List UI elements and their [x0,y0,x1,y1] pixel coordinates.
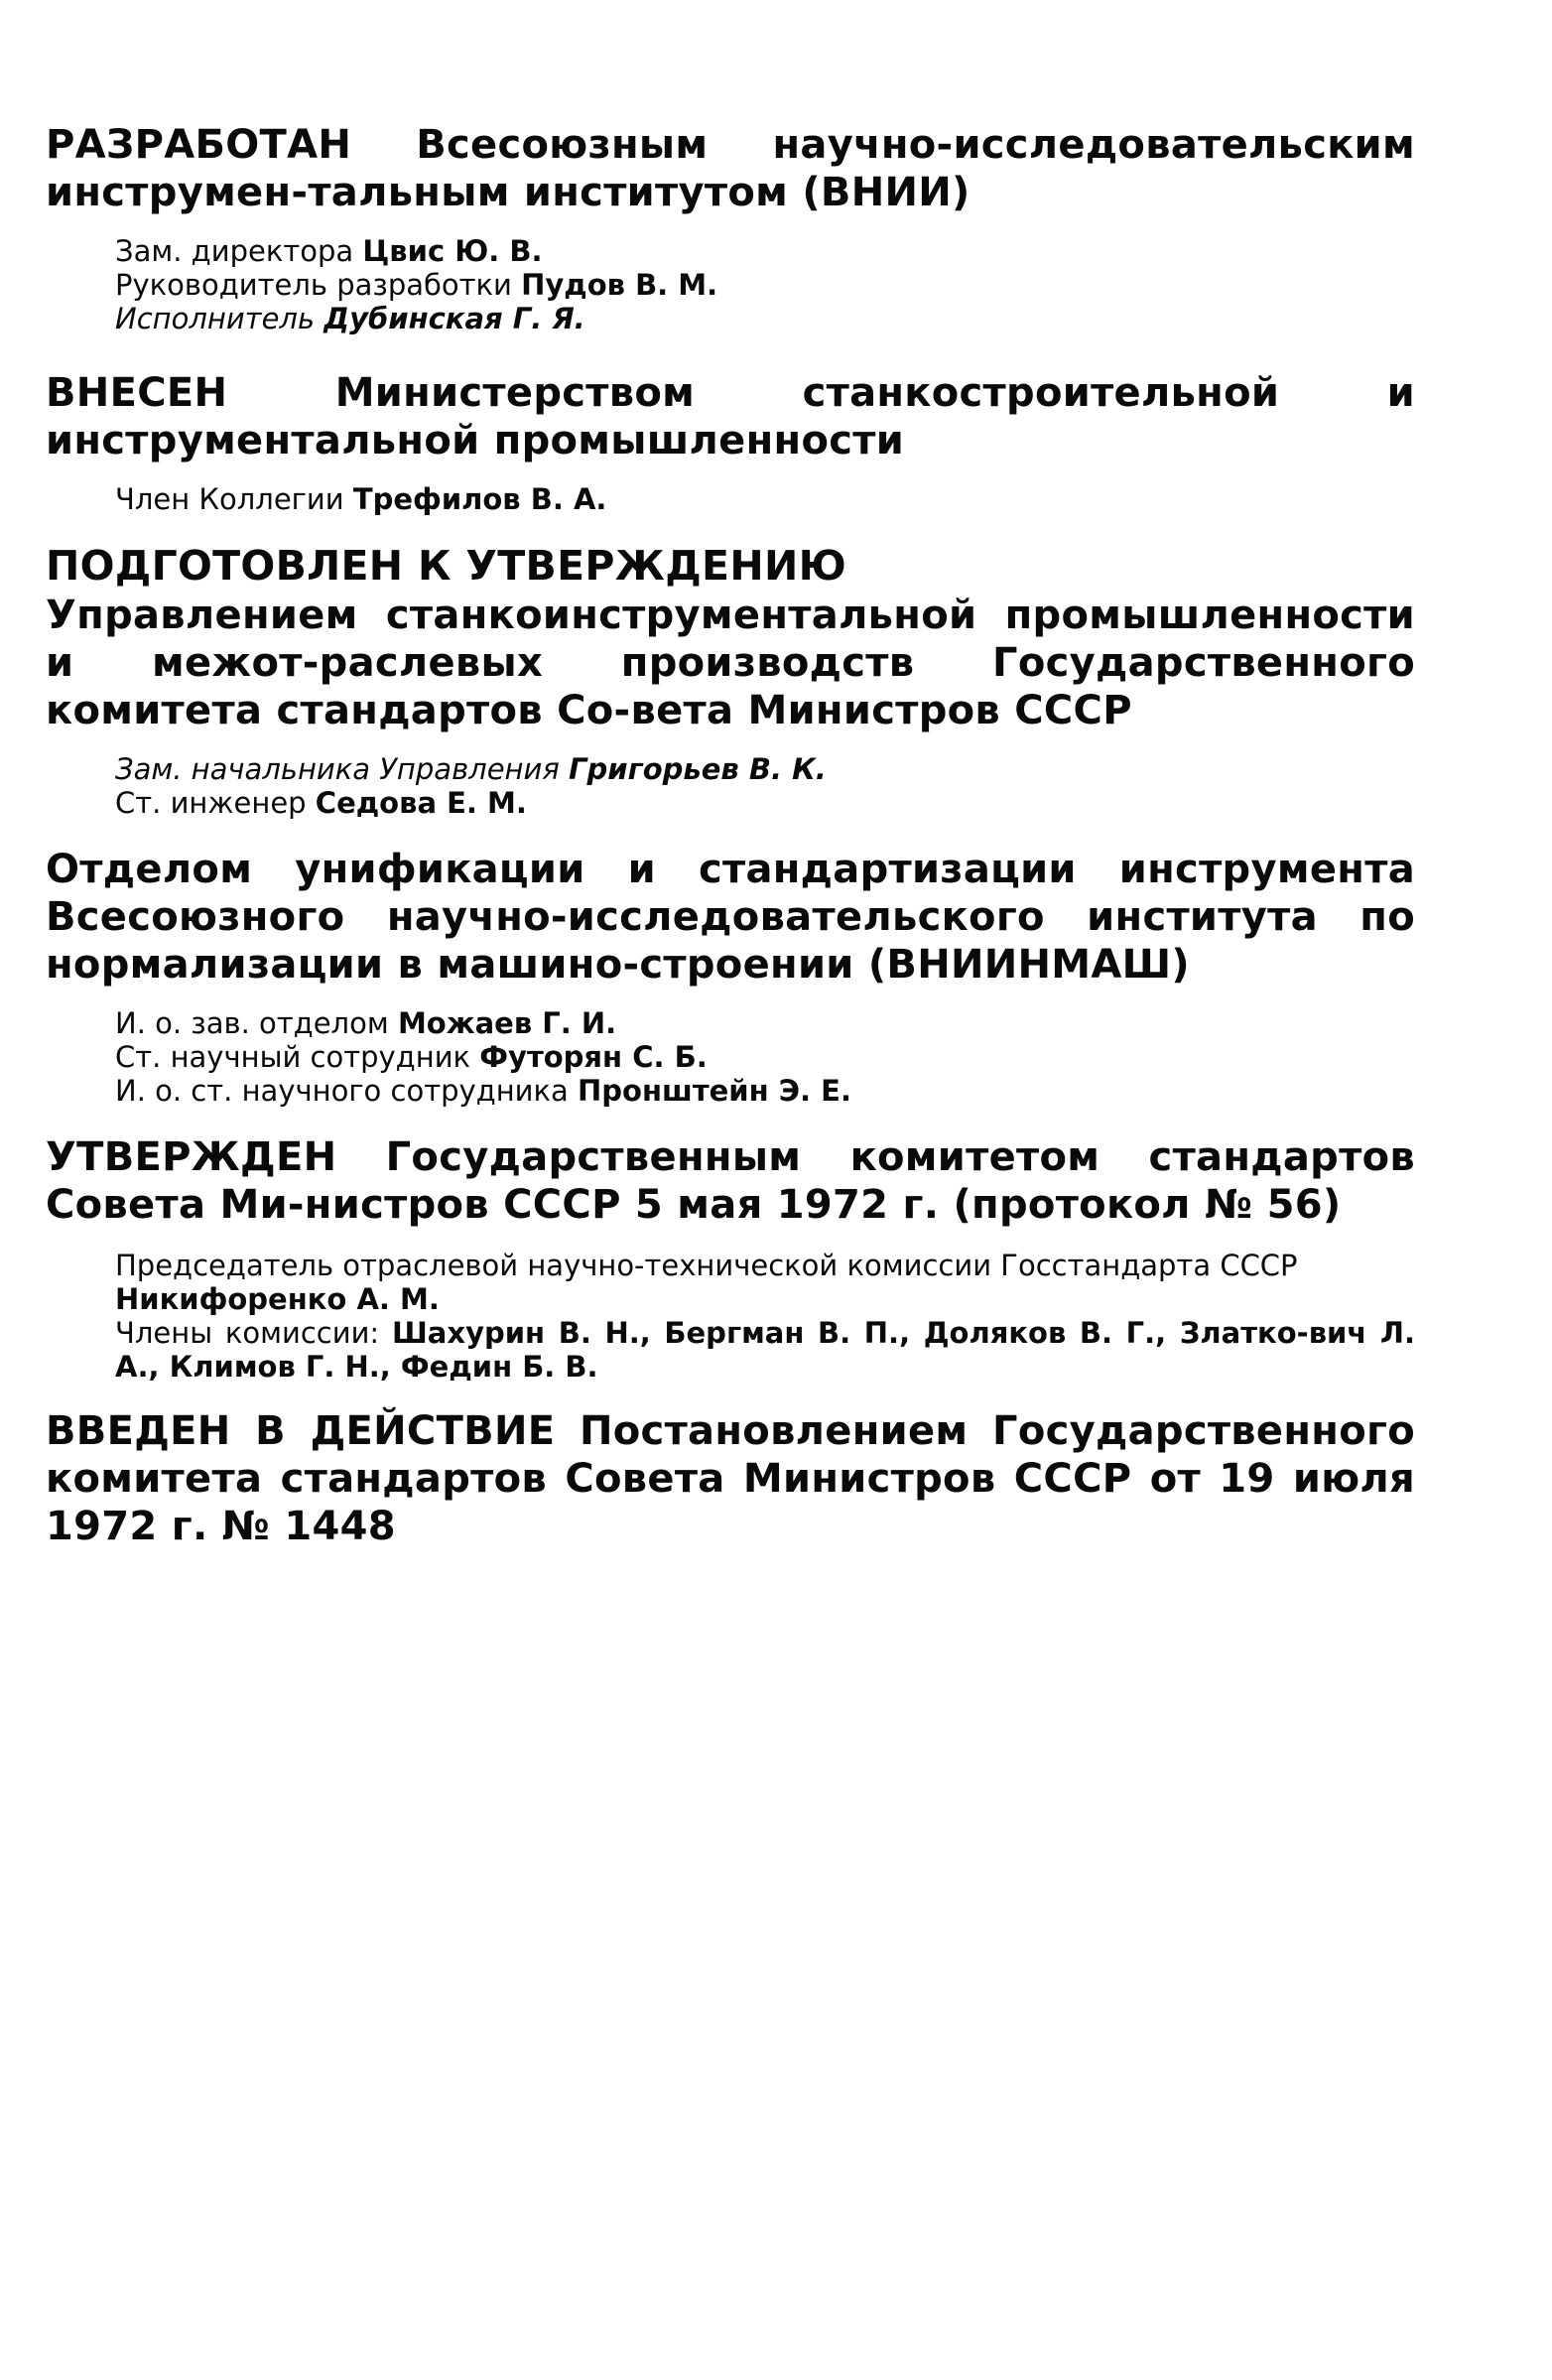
commission-list [115,1249,1415,1384]
approved-by-text: Государственным комитетом стандартов Совета Ми-нистров СССР 5 мая 1972 г. (протокол № 56) [46,1134,1415,1228]
developer-row: Исполнитель Дубинская Г. Я. [115,302,585,335]
developed-by-lead: РАЗРАБОТАН [46,122,352,168]
staff-row: И. о. ст. научного сотрудника Пронштейн Э. Е. [115,1074,851,1108]
developed-by-statement [46,121,1415,216]
submitters-list [115,482,1415,516]
chair-position: Председатель отраслевой научно-технической комиссии Госстандарта СССР [115,1249,1298,1282]
department-staff-list [115,1006,1415,1108]
submitted-by-lead: ВНЕСЕН [46,370,228,416]
effective-statement [46,1407,1415,1550]
approved-by-statement [46,1133,1415,1229]
effective-text: Постановлением Государственного комитета стандартов Совета Министров СССР от 19 июля 1972 г. № 1448 [46,1408,1415,1549]
staff-row: Ст. научный сотрудник Футорян С. Б. [115,1040,708,1074]
developer-row: Зам. директора Цвис Ю. В. [115,234,543,268]
developed-by-text: Всесоюзным научно-исследовательским инструмен-тальным институтом (ВНИИ) [46,122,1415,215]
developer-row: Руководитель разработки Пудов В. М. [115,268,718,302]
prepared-title: ПОДГОТОВЛЕН К УТВЕРЖДЕНИЮ [46,542,847,590]
commission-members: Члены комиссии: Шахурин В. Н., Бергман В. П., Доляков В. Г., Златко-вич Л. А., Климов Г. Н., Федин Б. В. [115,1316,1416,1384]
approved-by-lead: УТВЕРЖДЕН [46,1134,337,1180]
department-statement: Отделом унификации и стандартизации инструмента Всесоюзного научно-исследовательского института по нормализации в машино-строении (ВНИИНМАШ) [46,847,1415,988]
submitted-by-statement [46,369,1415,464]
developers-list [115,234,1415,335]
preparers-list [115,752,1415,820]
submitter-row: Член Коллегии Трефилов В. А. [115,482,607,516]
preparer-row: Ст. инженер Седова Е. М. [115,786,527,820]
effective-lead: ВВЕДЕН В ДЕЙСТВИЕ [46,1408,556,1454]
preparer-row: Зам. начальника Управления Григорьев В. К. [115,752,827,786]
prepared-by-text: Управлением станкоинструментальной промышленности и межот-раслевых производств Государственного комитета стандартов Со-вета Министров СССР [46,593,1415,733]
submitted-by-text: Министерством станкостроительной и инструментальной промышленности [46,370,1415,463]
chair-name: Никифоренко А. М. [115,1282,440,1316]
staff-row: И. о. зав. отделом Можаев Г. И. [115,1006,617,1040]
